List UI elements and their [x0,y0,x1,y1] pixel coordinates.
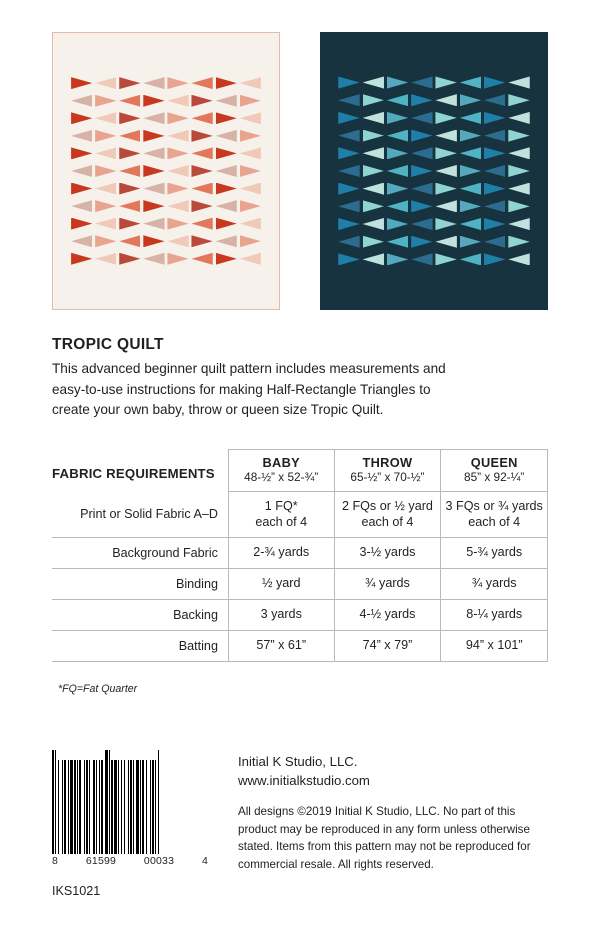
company-website[interactable]: www.initialkstudio.com [238,773,370,788]
table-cell: 1 FQ* each of 4 [228,492,334,538]
half-rectangle-triangle [460,183,481,195]
half-rectangle-triangle [411,253,432,265]
half-rectangle-triangle [95,77,116,89]
half-rectangle-triangle [387,165,408,177]
half-rectangle-triangle [508,76,529,88]
half-rectangle-triangle [191,130,212,142]
half-rectangle-triangle [508,183,529,195]
half-rectangle-triangle [71,130,92,142]
table-header-row [52,450,548,492]
barcode-right-digit: 4 [201,855,208,867]
half-rectangle-triangle [435,147,456,159]
half-rectangle-triangle [71,147,92,159]
half-rectangle-triangle [167,235,188,247]
half-rectangle-triangle [338,165,359,177]
half-rectangle-triangle [387,76,408,88]
half-rectangle-triangle [387,112,408,124]
quilt-row [71,183,261,195]
table-row [52,600,548,631]
half-rectangle-triangle [484,94,505,106]
half-rectangle-triangle [95,235,116,247]
half-rectangle-triangle [411,147,432,159]
half-rectangle-triangle [119,112,140,124]
half-rectangle-triangle [338,218,359,230]
quilt-row [71,130,261,142]
row-label: Binding [52,569,228,600]
half-rectangle-triangle [167,112,188,124]
table-cell: 2 FQs or ½ yard each of 4 [334,492,441,538]
page-title: TROPIC QUILT [52,336,164,353]
half-rectangle-triangle [338,94,359,106]
pattern-description: This advanced beginner quilt pattern includes measurements and easy-to-use instructions for making Half-Rectangle Triangles to create your own baby, throw or queen size Tropic Quilt. [52,361,446,417]
table-cell: ¾ yards [334,569,441,600]
quilt-photo-dark [320,32,548,310]
half-rectangle-triangle [484,76,505,88]
half-rectangle-triangle [143,165,164,177]
half-rectangle-triangle [363,165,384,177]
company-name: Initial K Studio, LLC. [238,754,358,769]
half-rectangle-triangle [411,130,432,142]
table-cell: 3 FQs or ¾ yards each of 4 [441,492,548,538]
half-rectangle-triangle [143,253,164,265]
legal-text: All designs ©2019 Initial K Studio, LLC. No part of this product may be reproduced in any form unless otherwise stated. Items from this pattern may not be reproduced for commercial resale. All rights reserved. [238,805,531,871]
half-rectangle-triangle [363,147,384,159]
half-rectangle-triangle [435,253,456,265]
half-rectangle-triangle [167,165,188,177]
half-rectangle-triangle [484,253,505,265]
half-rectangle-triangle [411,218,432,230]
table-row [52,492,548,538]
quilt-row [338,200,530,212]
half-rectangle-triangle [508,147,529,159]
half-rectangle-triangle [71,112,92,124]
half-rectangle-triangle [435,94,456,106]
half-rectangle-triangle [143,77,164,89]
row-label: Background Fabric [52,538,228,569]
half-rectangle-triangle [508,165,529,177]
half-rectangle-triangle [411,94,432,106]
quilt-row [71,218,261,230]
half-rectangle-triangle [435,112,456,124]
half-rectangle-triangle [363,112,384,124]
half-rectangle-triangle [484,147,505,159]
column-dimensions: 85” x 92-¼” [464,470,525,484]
half-rectangle-triangle [338,236,359,248]
half-rectangle-triangle [338,147,359,159]
half-rectangle-triangle [167,183,188,195]
half-rectangle-triangle [484,130,505,142]
half-rectangle-triangle [95,200,116,212]
half-rectangle-triangle [387,236,408,248]
half-rectangle-triangle [240,235,261,247]
quilt-row [71,112,261,124]
half-rectangle-triangle [387,130,408,142]
half-rectangle-triangle [435,200,456,212]
half-rectangle-triangle [167,95,188,107]
half-rectangle-triangle [240,253,261,265]
half-rectangle-triangle [71,165,92,177]
table-cell: 3-½ yards [334,538,441,569]
barcode-bars [52,750,212,854]
half-rectangle-triangle [363,183,384,195]
quilt-row [338,165,530,177]
half-rectangle-triangle [191,200,212,212]
half-rectangle-triangle [191,253,212,265]
half-rectangle-triangle [191,95,212,107]
half-rectangle-triangle [460,147,481,159]
half-rectangle-triangle [71,183,92,195]
half-rectangle-triangle [460,94,481,106]
column-name: THROW [362,455,413,470]
table-cell: 57” x 61” [228,631,334,662]
half-rectangle-triangle [460,165,481,177]
half-rectangle-triangle [460,76,481,88]
half-rectangle-triangle [338,183,359,195]
half-rectangle-triangle [387,183,408,195]
half-rectangle-triangle [167,147,188,159]
table-row [52,631,548,662]
barcode-group-1: 61599 [85,855,117,867]
half-rectangle-triangle [484,183,505,195]
half-rectangle-triangle [484,112,505,124]
sku-code: IKS1021 [52,884,101,898]
company-info [238,752,370,790]
half-rectangle-triangle [387,94,408,106]
half-rectangle-triangle [143,200,164,212]
half-rectangle-triangle [411,236,432,248]
half-rectangle-triangle [95,218,116,230]
half-rectangle-triangle [240,130,261,142]
half-rectangle-triangle [484,236,505,248]
half-rectangle-triangle [338,200,359,212]
half-rectangle-triangle [435,183,456,195]
half-rectangle-triangle [167,77,188,89]
half-rectangle-triangle [119,147,140,159]
half-rectangle-triangle [240,112,261,124]
table-cell: ¾ yards [441,569,548,600]
half-rectangle-triangle [240,200,261,212]
half-rectangle-triangle [216,165,237,177]
table-cell: 8-¼ yards [441,600,548,631]
half-rectangle-triangle [411,76,432,88]
half-rectangle-triangle [191,218,212,230]
half-rectangle-triangle [387,253,408,265]
half-rectangle-triangle [338,253,359,265]
table-cell: 4-½ yards [334,600,441,631]
half-rectangle-triangle [363,218,384,230]
half-rectangle-triangle [167,253,188,265]
half-rectangle-triangle [484,200,505,212]
half-rectangle-triangle [363,200,384,212]
table-corner-cell [52,450,228,492]
half-rectangle-triangle [167,218,188,230]
half-rectangle-triangle [119,183,140,195]
half-rectangle-triangle [119,165,140,177]
column-header-queen [441,450,548,492]
quilt-row [338,253,530,265]
table-cell: 5-¾ yards [441,538,548,569]
half-rectangle-triangle [216,77,237,89]
quilt-row [71,77,261,89]
half-rectangle-triangle [191,112,212,124]
half-rectangle-triangle [435,130,456,142]
half-rectangle-triangle [95,130,116,142]
table-cell: ½ yard [228,569,334,600]
half-rectangle-triangle [240,95,261,107]
half-rectangle-triangle [119,77,140,89]
half-rectangle-triangle [387,200,408,212]
row-label: Backing [52,600,228,631]
half-rectangle-triangle [216,95,237,107]
half-rectangle-triangle [167,200,188,212]
quilt-row [338,236,530,248]
row-label: Print or Solid Fabric A–D [52,492,228,538]
half-rectangle-triangle [338,76,359,88]
row-label: Batting [52,631,228,662]
half-rectangle-triangle [387,147,408,159]
half-rectangle-triangle [240,77,261,89]
fat-quarter-footnote: *FQ=Fat Quarter [58,683,138,695]
half-rectangle-triangle [71,218,92,230]
half-rectangle-triangle [363,94,384,106]
half-rectangle-triangle [460,200,481,212]
quilt-row [338,112,530,124]
half-rectangle-triangle [71,77,92,89]
half-rectangle-triangle [508,130,529,142]
column-header-baby [228,450,334,492]
half-rectangle-triangle [71,253,92,265]
quilt-row [338,94,530,106]
half-rectangle-triangle [240,183,261,195]
table-cell: 94” x 101” [441,631,548,662]
quilt-photo-light [52,32,280,310]
barcode-digits [52,855,208,867]
half-rectangle-triangle [240,218,261,230]
half-rectangle-triangle [143,112,164,124]
column-name: QUEEN [470,455,518,470]
half-rectangle-triangle [143,218,164,230]
table-row [52,569,548,600]
half-rectangle-triangle [363,76,384,88]
half-rectangle-triangle [119,95,140,107]
quilt-row [338,183,530,195]
half-rectangle-triangle [143,235,164,247]
quilt-row [71,147,261,159]
fabric-requirements-table [52,449,548,662]
table-cell: 74” x 79” [334,631,441,662]
half-rectangle-triangle [460,253,481,265]
half-rectangle-triangle [71,200,92,212]
table-cell: 2-¾ yards [228,538,334,569]
barcode-left-digit: 8 [52,855,59,867]
half-rectangle-triangle [167,130,188,142]
barcode-bar [159,750,162,854]
half-rectangle-triangle [411,165,432,177]
half-rectangle-triangle [191,77,212,89]
half-rectangle-triangle [363,253,384,265]
half-rectangle-triangle [460,236,481,248]
half-rectangle-triangle [143,183,164,195]
half-rectangle-triangle [411,112,432,124]
quilt-row [338,218,530,230]
half-rectangle-triangle [119,130,140,142]
half-rectangle-triangle [435,76,456,88]
quilt-images [52,32,548,310]
column-name: BABY [262,455,300,470]
half-rectangle-triangle [508,112,529,124]
half-rectangle-triangle [95,183,116,195]
half-rectangle-triangle [363,236,384,248]
half-rectangle-triangle [71,235,92,247]
half-rectangle-triangle [119,200,140,212]
half-rectangle-triangle [363,130,384,142]
half-rectangle-triangle [119,253,140,265]
half-rectangle-triangle [240,165,261,177]
half-rectangle-triangle [191,235,212,247]
half-rectangle-triangle [216,130,237,142]
half-rectangle-triangle [460,218,481,230]
quilt-row [338,76,530,88]
quilt-row [338,130,530,142]
half-rectangle-triangle [119,218,140,230]
half-rectangle-triangle [508,253,529,265]
barcode-group-2: 00033 [143,855,175,867]
fabric-requirements-label: FABRIC REQUIREMENTS [52,466,215,481]
half-rectangle-triangle [216,218,237,230]
half-rectangle-triangle [484,165,505,177]
half-rectangle-triangle [338,130,359,142]
half-rectangle-triangle [95,147,116,159]
half-rectangle-triangle [216,183,237,195]
barcode [52,750,212,867]
half-rectangle-triangle [216,253,237,265]
half-rectangle-triangle [191,183,212,195]
half-rectangle-triangle [216,200,237,212]
half-rectangle-triangle [95,253,116,265]
half-rectangle-triangle [508,218,529,230]
half-rectangle-triangle [216,112,237,124]
half-rectangle-triangle [95,165,116,177]
half-rectangle-triangle [435,218,456,230]
half-rectangle-triangle [95,112,116,124]
half-rectangle-triangle [240,147,261,159]
table-row [52,538,548,569]
half-rectangle-triangle [216,235,237,247]
quilt-row [71,253,261,265]
half-rectangle-triangle [435,165,456,177]
half-rectangle-triangle [460,112,481,124]
quilt-row [71,95,261,107]
column-dimensions: 65-½” x 70-½” [350,470,425,484]
half-rectangle-triangle [508,200,529,212]
half-rectangle-triangle [508,236,529,248]
column-dimensions: 48-½” x 52-¾” [244,470,319,484]
half-rectangle-triangle [508,94,529,106]
quilt-row [71,165,261,177]
half-rectangle-triangle [191,165,212,177]
half-rectangle-triangle [387,218,408,230]
half-rectangle-triangle [191,147,212,159]
half-rectangle-triangle [484,218,505,230]
half-rectangle-triangle [216,147,237,159]
half-rectangle-triangle [435,236,456,248]
half-rectangle-triangle [119,235,140,247]
quilt-row [71,235,261,247]
column-header-throw [334,450,441,492]
half-rectangle-triangle [143,95,164,107]
half-rectangle-triangle [460,130,481,142]
half-rectangle-triangle [71,95,92,107]
half-rectangle-triangle [411,200,432,212]
quilt-row [71,200,261,212]
half-rectangle-triangle [95,95,116,107]
half-rectangle-triangle [143,130,164,142]
table-cell: 3 yards [228,600,334,631]
half-rectangle-triangle [143,147,164,159]
half-rectangle-triangle [411,183,432,195]
half-rectangle-triangle [338,112,359,124]
quilt-row [338,147,530,159]
